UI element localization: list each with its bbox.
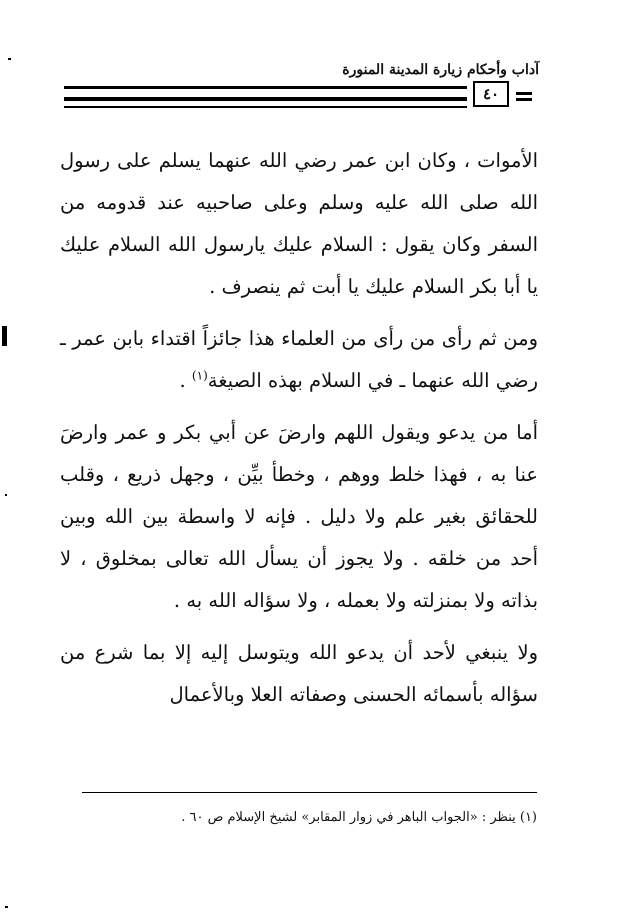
page-number: ٤٠ <box>473 81 509 107</box>
scan-mark <box>5 494 7 496</box>
footnote: (١) ينظر : «الجواب الباهر في زوار المقابر» لشيخ الإسلام ص ٦٠ . <box>181 810 537 825</box>
footnote-rule <box>82 792 537 793</box>
scan-mark <box>8 58 11 60</box>
scan-mark <box>2 326 7 346</box>
footnote-ref[interactable]: (١) <box>191 368 208 383</box>
header-rule-bottom <box>64 106 467 108</box>
paragraph-2 <box>60 318 538 402</box>
header-dash-mark <box>516 92 532 101</box>
body-text <box>60 140 538 726</box>
paragraph-2-tail: . <box>179 369 186 392</box>
header-rule-top <box>64 86 467 89</box>
paragraph-1: الأموات ، وكان ابن عمر رضي الله عنهما يسلم على رسول الله صلى الله عليه وسلم وعلى صاحبيه عند قدومه من السفر وكان يقول : السلام عليك يارسول الله السلام عليك يا أبا بكر السلام عليك يا أبت ثم ينصرف . <box>60 149 538 298</box>
paragraph-4: ولا ينبغي لأحد أن يدعو الله ويتوسل إليه إلا بما شرع من سؤاله بأسمائه الحسنى وصفاته العلا وبالأعمال <box>60 641 538 706</box>
running-title: آداب وأحكام زيارة المدينة المنورة <box>342 62 539 78</box>
paragraph-3: أما من يدعو ويقول اللهم وارضَ عن أبي بكر و عمر وارضَ عنا به ، فهذا خلط ووهم ، وخطأ بيِّن ، وجهل ذريع ، وقلب للحقائق بغير علم ولا دليل . فإنه لا واسطة بين الله وبين أحد من خلقه . ولا يجوز أن يسأل الله تعالى بمخلوق ، لا بذاته ولا بمنزلته ولا بعمله ، ولا سؤاله الله به . <box>60 421 538 612</box>
paragraph-2-text: ومن ثم رأى من رأى من العلماء هذا جائزاً اقتداء بابن عمر ـ رضي الله عنهما ـ في السلام بهذه الصيغة <box>60 327 538 392</box>
header-rule-middle <box>64 97 467 101</box>
scan-mark <box>5 906 8 908</box>
